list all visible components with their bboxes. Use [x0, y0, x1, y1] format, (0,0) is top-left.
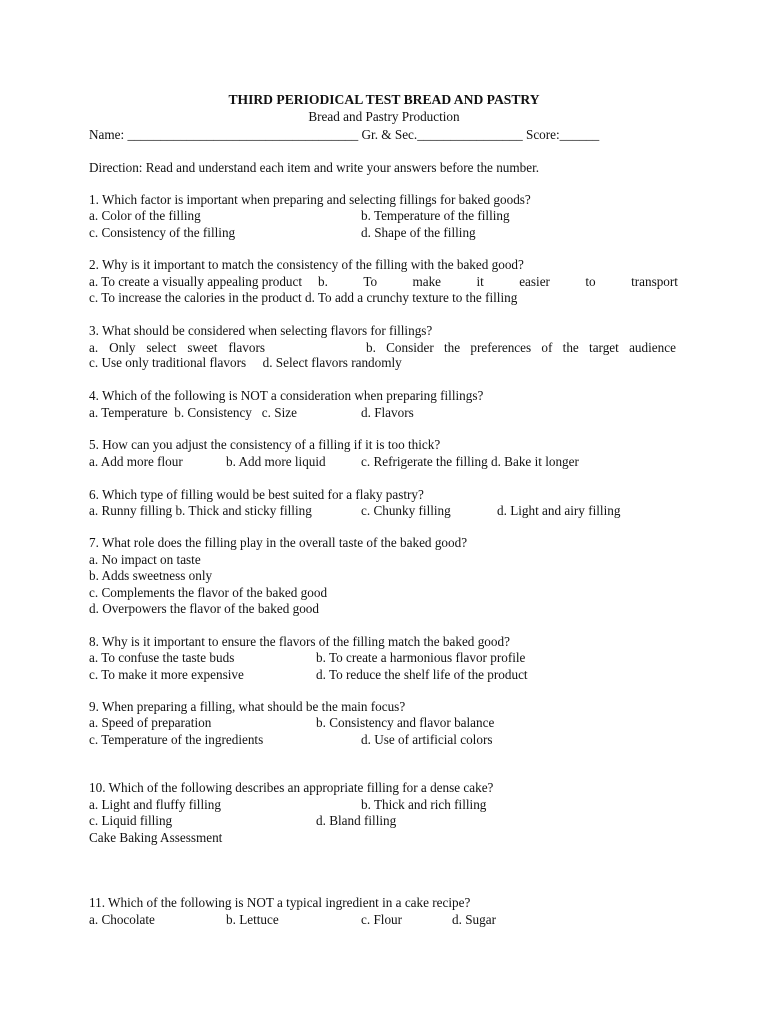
- q9-option-a: a. Speed of preparation: [89, 715, 212, 730]
- q5-option-a: a. Add more flour: [89, 454, 183, 469]
- q3-option-a-word: flavors: [228, 340, 265, 355]
- q6-options-a-b: a. Runny filling b. Thick and sticky filling: [89, 503, 312, 518]
- q3-options-c-d: c. Use only traditional flavors d. Select flavors randomly: [89, 355, 402, 370]
- q2-option-b: [318, 274, 678, 290]
- question-11: 11. Which of the following is NOT a typical ingredient in a cake recipe?: [89, 895, 471, 910]
- q8-option-d: d. To reduce the shelf life of the product: [316, 667, 528, 682]
- q2-option-b-word: easier: [519, 274, 550, 289]
- q10-option-c: c. Liquid filling: [89, 813, 173, 828]
- q7-option-c: c. Complements the flavor of the baked good: [89, 585, 328, 600]
- q2-option-b-word: To: [363, 274, 378, 289]
- q2-option-b-word: b.: [318, 274, 328, 289]
- q2-option-b-word: it: [476, 274, 484, 289]
- q3-option-b-word: audience: [629, 340, 676, 355]
- q7-option-b: b. Adds sweetness only: [89, 568, 213, 583]
- q3-option-b-word: Consider: [386, 340, 434, 355]
- q6-option-c: c. Chunky filling: [361, 503, 451, 518]
- q11-option-b: b. Lettuce: [226, 912, 279, 927]
- q3-option-a-word: select: [146, 340, 177, 355]
- question-4: 4. Which of the following is NOT a consideration when preparing fillings?: [89, 388, 484, 403]
- q4-options-a-b-c: a. Temperature b. Consistency c. Size: [89, 405, 297, 420]
- q1-option-c: c. Consistency of the filling: [89, 225, 236, 240]
- q2-option-b-word: to: [585, 274, 596, 289]
- q5-option-b: b. Add more liquid: [226, 454, 326, 469]
- q11-option-c: c. Flour: [361, 912, 403, 927]
- q9-option-b: b. Consistency and flavor balance: [316, 715, 495, 730]
- q9-option-c: c. Temperature of the ingredients: [89, 732, 264, 747]
- q1-option-b: b. Temperature of the filling: [361, 208, 510, 223]
- q2-option-a: a. To create a visually appealing product: [89, 274, 303, 289]
- q7-option-d: d. Overpowers the flavor of the baked good: [89, 601, 319, 616]
- q9-option-d: d. Use of artificial colors: [361, 732, 493, 747]
- q8-option-b: b. To create a harmonious flavor profile: [316, 650, 526, 665]
- test-title: THIRD PERIODICAL TEST BREAD AND PASTRY: [228, 92, 540, 107]
- question-2: 2. Why is it important to match the consistency of the filling with the baked good?: [89, 257, 524, 272]
- q3-option-b-word: the: [444, 340, 461, 355]
- name-grade-score-line: Name: ___________________________________ Gr. & Sec.________________ Score:______: [89, 127, 600, 142]
- q2-option-b-word: transport: [631, 274, 678, 289]
- q10-option-a: a. Light and fluffy filling: [89, 797, 221, 812]
- q3-option-b-word: of: [541, 340, 553, 355]
- q11-option-a: a. Chocolate: [89, 912, 155, 927]
- q3-option-a-word: sweet: [187, 340, 218, 355]
- question-10: 10. Which of the following describes an appropriate filling for a dense cake?: [89, 780, 494, 795]
- q3-option-a: [89, 340, 265, 356]
- q1-option-d: d. Shape of the filling: [361, 225, 476, 240]
- question-6: 6. Which type of filling would be best suited for a flaky pastry?: [89, 487, 424, 502]
- question-9: 9. When preparing a filling, what should be the main focus?: [89, 699, 406, 714]
- q8-option-a: a. To confuse the taste buds: [89, 650, 235, 665]
- q3-option-a-word: a.: [89, 340, 99, 355]
- question-7: 7. What role does the filling play in the overall taste of the baked good?: [89, 535, 468, 550]
- q3-option-b: [366, 340, 676, 356]
- q3-option-a-word: Only: [109, 340, 136, 355]
- section-title-cake-baking: Cake Baking Assessment: [89, 830, 223, 845]
- q5-options-c-d: c. Refrigerate the filling d. Bake it longer: [361, 454, 579, 469]
- test-subtitle: Bread and Pastry Production: [308, 109, 460, 124]
- question-8: 8. Why is it important to ensure the flavors of the filling match the baked good?: [89, 634, 510, 649]
- question-1: 1. Which factor is important when preparing and selecting fillings for baked goods?: [89, 192, 531, 207]
- q10-option-d: d. Bland filling: [316, 813, 397, 828]
- q4-option-d: d. Flavors: [361, 405, 414, 420]
- q3-option-b-word: target: [589, 340, 619, 355]
- q1-option-a: a. Color of the filling: [89, 208, 201, 223]
- question-5: 5. How can you adjust the consistency of a filling if it is too thick?: [89, 437, 441, 452]
- q3-option-b-word: b.: [366, 340, 376, 355]
- q7-option-a: a. No impact on taste: [89, 552, 201, 567]
- q6-option-d: d. Light and airy filling: [497, 503, 621, 518]
- q3-option-b-word: preferences: [470, 340, 532, 355]
- q8-option-c: c. To make it more expensive: [89, 667, 244, 682]
- q11-option-d: d. Sugar: [452, 912, 496, 927]
- q2-option-b-word: make: [412, 274, 442, 289]
- q3-option-b-word: the: [562, 340, 579, 355]
- q2-options-c-d: c. To increase the calories in the product d. To add a crunchy texture to the filling: [89, 290, 518, 305]
- question-3: 3. What should be considered when selecting flavors for fillings?: [89, 323, 433, 338]
- direction-text: Direction: Read and understand each item and write your answers before the number.: [89, 160, 540, 175]
- q10-option-b: b. Thick and rich filling: [361, 797, 487, 812]
